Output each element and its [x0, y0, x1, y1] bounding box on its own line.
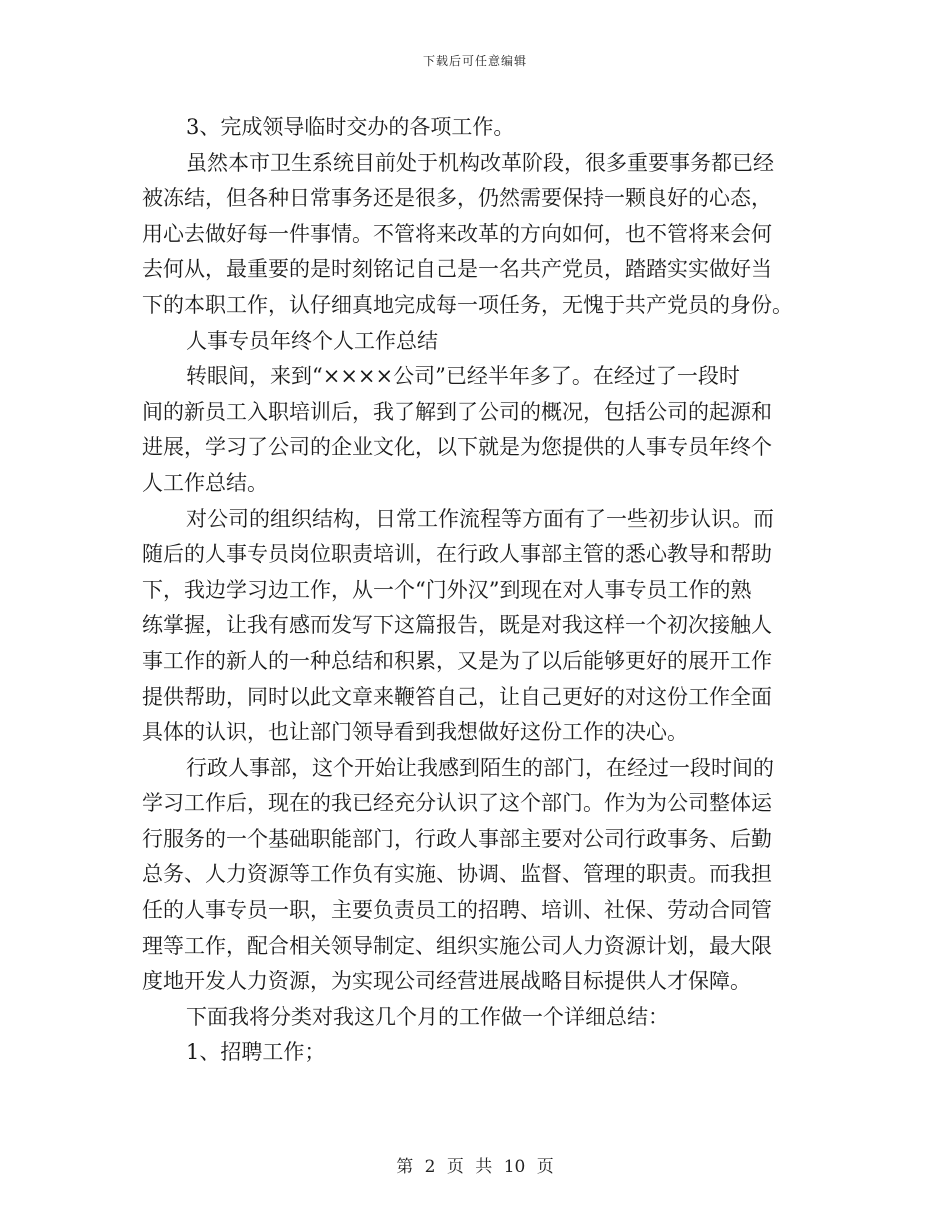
- text-line: 事工作的新人的一种总结和积累，又是为了以后能够更好的展开工作: [142, 648, 772, 673]
- text-line: 去何从，最重要的是时刻铭记自己是一名共产党员，踏踏实实做好当: [142, 257, 772, 282]
- text-line: 虽然本市卫生系统目前处于机构改革阶段，很多重要事务都已经: [186, 150, 774, 175]
- text-line: 人事专员年终个人工作总结: [186, 328, 438, 353]
- text-line: 间的新员工入职培训后，我了解到了公司的概况，包括公司的起源和: [142, 399, 772, 424]
- text-line: 度地开发人力资源，为实现公司经营进展战略目标提供人才保障。: [142, 969, 751, 994]
- text-line: 学习工作后，现在的我已经充分认识了这个部门。作为为公司整体运: [142, 791, 772, 816]
- text-line: 进展，学习了公司的企业文化，以下就是为您提供的人事专员年终个: [142, 435, 772, 460]
- text-line: 下的本职工作，认仔细真地完成每一项任务，无愧于共产党员的身份。: [142, 292, 793, 317]
- text-line: 具体的认识，也让部门领导看到我想做好这份工作的决心。: [142, 720, 688, 745]
- text-line: 下面我将分类对我这几个月的工作做一个详细总结：: [186, 1004, 669, 1029]
- page-number-footer: 第 2 页 共 10 页: [396, 1157, 554, 1177]
- page-header-note: 下载后可任意编辑: [422, 54, 527, 68]
- text-line: 总务、人力资源等工作负有实施、协调、监督、管理的职责。而我担: [142, 862, 772, 887]
- text-line: 提供帮助，同时以此文章来鞭笞自己，让自己更好的对这份工作全面: [142, 684, 772, 709]
- text-line: 行服务的一个基础职能部门，行政人事部主要对公司行政事务、后勤: [142, 826, 772, 851]
- text-line: 转眼间，来到“××××公司”已经半年多了。在经过了一段时: [186, 364, 740, 389]
- text-line: 理等工作，配合相关领导制定、组织实施公司人力资源计划，最大限: [142, 933, 772, 958]
- text-line: 练掌握，让我有感而发写下这篇报告，既是对我这样一个初次接触人: [142, 613, 772, 638]
- text-line: 任的人事专员一职，主要负责员工的招聘、培训、社保、劳动合同管: [142, 898, 772, 923]
- text-line: 人工作总结。: [142, 470, 268, 495]
- text-line: 3、完成领导临时交办的各项工作。: [186, 115, 515, 139]
- text-line: 随后的人事专员岗位职责培训，在行政人事部主管的悉心教导和帮助: [142, 542, 772, 567]
- document-body: [142, 110, 822, 1071]
- text-line: 1、招聘工作；: [186, 1040, 326, 1065]
- text-line: 用心去做好每一件事情。不管将来改革的方向如何，也不管将来会何: [142, 221, 772, 246]
- text-line: 下，我边学习边工作，从一个“门外汉”到现在对人事专员工作的熟: [142, 577, 752, 602]
- text-line: 行政人事部，这个开始让我感到陌生的部门，在经过一段时间的: [186, 755, 774, 780]
- text-line: 被冻结，但各种日常事务还是很多，仍然需要保持一颗良好的心态，: [142, 186, 772, 211]
- text-line: 对公司的组织结构，日常工作流程等方面有了一些初步认识。而: [186, 506, 774, 531]
